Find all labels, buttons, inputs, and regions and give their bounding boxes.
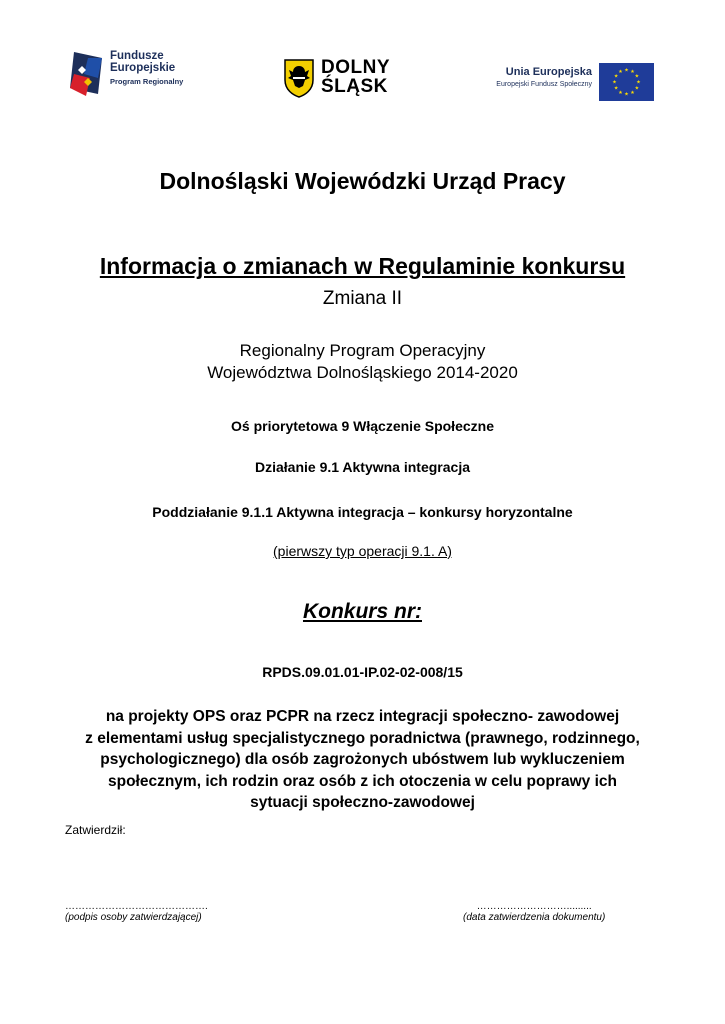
fe-flag-icon <box>68 48 106 98</box>
description-line: sytuacji społeczno-zawodowej <box>250 794 475 811</box>
svg-text:★: ★ <box>624 67 629 74</box>
signature-caption: (podpis osoby zatwierdzającej) <box>65 912 202 923</box>
logo-bar <box>0 0 725 120</box>
contest-heading-text: Konkurs nr: <box>302 600 422 623</box>
eu-logo-line1: Unia Europejska <box>505 66 592 78</box>
svg-text:★: ★ <box>613 85 619 92</box>
approved-label: Zatwierdził: <box>65 823 126 837</box>
eagle-crest-icon <box>283 58 315 98</box>
office-name: Dolnośląski Wojewódzki Urząd Pracy <box>159 168 566 194</box>
svg-text:★: ★ <box>634 85 640 92</box>
date-block <box>463 901 605 923</box>
eu-logo-line2: Europejski Fundusz Społeczny <box>496 81 592 88</box>
contest-number: RPDS.09.01.01-IP.02-02-008/15 <box>262 664 463 680</box>
svg-text:★: ★ <box>636 79 641 86</box>
svg-text:★: ★ <box>618 89 623 96</box>
program-name <box>0 340 725 384</box>
description-line: na projekty OPS oraz PCPR na rzecz integracji społeczno- zawodowej <box>105 708 620 725</box>
svg-text:★: ★ <box>634 73 640 80</box>
svg-text:★: ★ <box>624 91 629 98</box>
eu-flag-icon <box>599 63 654 101</box>
svg-text:★: ★ <box>613 73 619 80</box>
fe-logo-line1: Fundusze <box>110 50 164 62</box>
priority-axis: Oś priorytetowa 9 Włączenie Społeczne <box>231 418 494 434</box>
operation-type-text: (pierwszy typ operacji 9.1. A) <box>273 543 452 559</box>
description-line: społecznym, ich rodzin oraz osób z ich otoczenia w celu poprawy ich <box>107 772 617 790</box>
svg-text:★: ★ <box>618 69 623 76</box>
contest-description <box>0 706 725 814</box>
dolny-slask-logo <box>283 56 413 104</box>
ds-logo-line2: ŚLĄSK <box>321 76 388 97</box>
svg-text:★: ★ <box>630 89 635 96</box>
fe-logo-line2: Europejskie <box>110 62 176 74</box>
contest-heading <box>0 600 725 624</box>
operation-type <box>0 543 725 559</box>
signature-line: ……………………………………. <box>65 901 208 912</box>
program-line2: Województwa Dolnośląskiego 2014-2020 <box>207 363 518 382</box>
fe-logo-line3: Program Regionalny <box>110 77 184 86</box>
date-line: ………………………......... <box>476 901 592 912</box>
document-title-text: Informacja o zmianach w Regulaminie konkursu <box>99 253 626 279</box>
description-line: psychologicznego) dla osób zagrożonych ubóstwem lub wykluczeniem <box>100 751 625 768</box>
unia-europejska-logo <box>470 60 660 104</box>
date-caption: (data zatwierdzenia dokumentu) <box>463 912 606 923</box>
program-line1: Regionalny Program Operacyjny <box>239 341 486 360</box>
svg-text:★: ★ <box>630 69 635 76</box>
signature-block <box>65 901 208 923</box>
change-number: Zmiana II <box>322 288 403 309</box>
subaction-name: Poddziałanie 9.1.1 Aktywna integracja – konkursy horyzontalne <box>152 504 573 520</box>
action-name: Działanie 9.1 Aktywna integracja <box>254 459 470 475</box>
svg-text:★: ★ <box>612 79 617 86</box>
document-title <box>0 253 725 280</box>
ds-logo-line1: DOLNY <box>321 57 390 78</box>
description-line: z elementami usług specjalistycznego poradnictwa (prawnego, rodzinnego, <box>85 729 640 747</box>
fundusze-europejskie-logo <box>68 48 208 106</box>
